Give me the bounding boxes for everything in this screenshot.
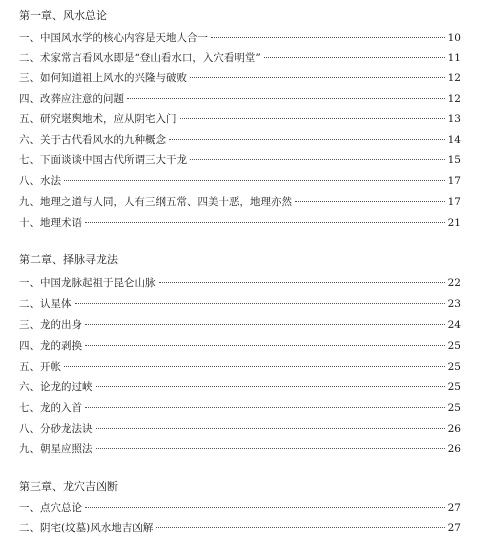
toc-entry[interactable]	[19, 380, 461, 394]
toc-page-number: 25	[447, 402, 461, 414]
chapter-title: 第二章、择脉寻龙法	[19, 253, 118, 266]
dot-leader	[190, 77, 445, 78]
toc-entry-text: 八、分砂龙法诀	[19, 423, 93, 435]
dot-leader	[75, 303, 445, 304]
toc-page-number: 25	[447, 381, 461, 393]
toc-entry[interactable]	[19, 174, 461, 188]
toc-page-number: 13	[447, 113, 461, 125]
toc-page-number: 25	[447, 361, 461, 373]
toc-entry[interactable]	[19, 31, 461, 45]
toc-entry[interactable]	[19, 133, 461, 147]
toc-page-number: 15	[447, 154, 461, 166]
dot-leader	[156, 527, 444, 528]
dot-leader	[96, 428, 445, 429]
toc-entry-text: 四、改葬应注意的问题	[19, 93, 124, 105]
dot-leader	[96, 448, 445, 449]
toc-entry-text: 二、术家常言看风水即是“登山看水口，入穴看明堂”	[19, 52, 261, 64]
toc-page-number: 23	[447, 298, 461, 310]
dot-leader	[159, 282, 445, 283]
toc-entry-text: 一、点穴总论	[19, 502, 82, 514]
toc-page-number: 17	[447, 196, 461, 208]
toc-page-number: 26	[447, 443, 461, 455]
dot-leader	[85, 222, 445, 223]
toc-entry[interactable]	[19, 276, 461, 290]
toc-page-number: 25	[447, 340, 461, 352]
toc-entry[interactable]	[19, 422, 461, 436]
toc-page-number: 14	[447, 134, 461, 146]
toc-page-number: 26	[447, 423, 461, 435]
dot-leader	[211, 37, 445, 38]
toc-entry-text: 五、开帐	[19, 361, 61, 373]
toc-page-number: 11	[447, 52, 461, 64]
toc-entry-text: 九、地理之道与人同，人有三纲五常、四美十恶，地理亦然	[19, 196, 292, 208]
toc-entry[interactable]	[19, 51, 461, 65]
dot-leader	[64, 180, 445, 181]
toc-page-number: 12	[447, 93, 461, 105]
chapter-title: 第三章、龙穴吉凶断	[19, 480, 118, 493]
dot-leader	[85, 407, 445, 408]
toc-entry-text: 三、龙的出身	[19, 319, 82, 331]
chapter-title: 第一章、风水总论	[19, 9, 107, 22]
toc-entry-text: 十、地理术语	[19, 217, 82, 229]
toc-entry[interactable]	[19, 442, 461, 456]
toc-entry[interactable]	[19, 112, 461, 126]
dot-leader	[169, 139, 445, 140]
toc-entry-text: 一、中国龙脉起祖于昆仑山脉	[19, 277, 156, 289]
dot-leader	[64, 366, 445, 367]
toc-entry[interactable]	[19, 339, 461, 353]
toc-page-number: 27	[447, 522, 461, 534]
toc-entry[interactable]	[19, 360, 461, 374]
toc-page-number: 21	[447, 217, 461, 229]
toc-entry[interactable]	[19, 521, 461, 535]
toc-entry-text: 六、论龙的过峡	[19, 381, 93, 393]
toc-page-number: 22	[447, 277, 461, 289]
toc-entry[interactable]	[19, 216, 461, 230]
toc-entry[interactable]	[19, 501, 461, 515]
toc-entry-text: 七、龙的入首	[19, 402, 82, 414]
toc-entry[interactable]	[19, 71, 461, 85]
toc-entry-text: 六、关于古代看风水的九种概念	[19, 134, 166, 146]
toc-entry-text: 二、阴宅(坟墓)风水地吉凶解	[19, 522, 154, 534]
toc-entry[interactable]	[19, 195, 461, 209]
dot-leader	[295, 201, 445, 202]
toc-entry-text: 四、龙的剥换	[19, 340, 82, 352]
toc-entry-text: 七、下面谈谈中国古代所谓三大干龙	[19, 154, 187, 166]
dot-leader	[96, 386, 445, 387]
dot-leader	[180, 118, 445, 119]
dot-leader	[85, 324, 445, 325]
dot-leader	[85, 507, 445, 508]
toc-entry[interactable]	[19, 297, 461, 311]
toc-page-number: 17	[447, 175, 461, 187]
dot-leader	[85, 345, 445, 346]
toc-entry[interactable]	[19, 318, 461, 332]
toc-entry-text: 五、研究堪舆地术，应从阴宅入门	[19, 113, 177, 125]
toc-page-number: 12	[447, 72, 461, 84]
toc-page-number: 24	[447, 319, 461, 331]
dot-leader	[264, 57, 445, 58]
toc-entry-text: 二、认星体	[19, 298, 72, 310]
toc-entry-text: 一、中国风水学的核心内容是天地人合一	[19, 32, 208, 44]
toc-entry-text: 九、朝星应照法	[19, 443, 93, 455]
dot-leader	[190, 159, 445, 160]
toc-entry[interactable]	[19, 401, 461, 415]
toc-page-number: 27	[447, 502, 461, 514]
toc-entry[interactable]	[19, 92, 461, 106]
toc-entry-text: 三、如何知道祖上风水的兴隆与破败	[19, 72, 187, 84]
toc-entry[interactable]	[19, 153, 461, 167]
dot-leader	[127, 98, 445, 99]
toc-page-number: 10	[447, 32, 461, 44]
toc-entry-text: 八、水法	[19, 175, 61, 187]
